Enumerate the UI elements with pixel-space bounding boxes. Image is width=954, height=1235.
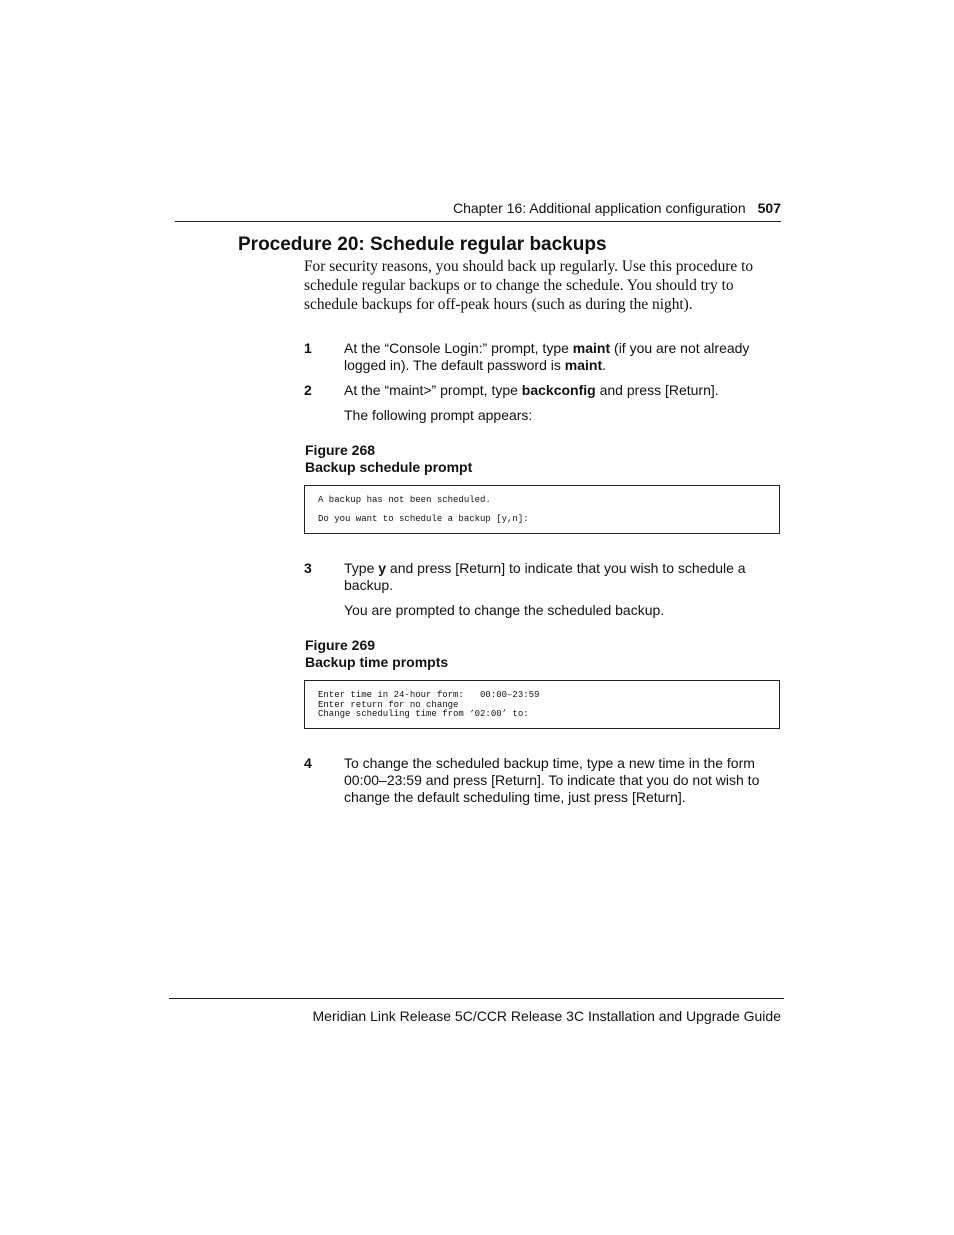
- figure-caption: Backup time prompts: [305, 654, 449, 670]
- command-backconfig: backconfig: [521, 382, 596, 398]
- code-line: Do you want to schedule a backup [y,n]:: [318, 514, 529, 524]
- chapter-title: Chapter 16: Additional application configuration: [452, 200, 746, 216]
- step-number: 3: [304, 560, 312, 576]
- password-maint: maint: [564, 357, 603, 373]
- step-text: At the “maint>” prompt, type backconfig and press [Return].: [344, 382, 719, 398]
- figure-268-label: [305, 442, 472, 476]
- figure-number: Figure 269: [305, 637, 376, 653]
- code-line: Enter time in 24-hour form: 00:00–23:59: [318, 690, 540, 700]
- step-text: To change the scheduled backup time, type a new time in the form 00:00–23:59 and press [Return]. To indicate that you do not wish to change the default scheduling time, just press [Return].: [344, 755, 760, 805]
- key-y: y: [378, 560, 387, 576]
- code-line: A backup has not been scheduled.: [318, 495, 491, 505]
- header-rule: [175, 221, 781, 222]
- step-2-note: The following prompt appears:: [344, 407, 533, 423]
- code-line: Change scheduling time from ‘02:00’ to:: [318, 709, 529, 719]
- running-header: [453, 200, 781, 216]
- step-3-note: You are prompted to change the scheduled backup.: [344, 602, 665, 618]
- procedure-title: Procedure 20: Schedule regular backups: [238, 234, 607, 255]
- step-number: 4: [304, 755, 312, 771]
- code-line: Enter return for no change: [318, 699, 459, 710]
- step-number: 1: [304, 340, 312, 356]
- step-number: 2: [304, 382, 312, 398]
- command-maint: maint: [572, 340, 611, 356]
- running-footer: Meridian Link Release 5C/CCR Release 3C Installation and Upgrade Guide: [312, 1008, 781, 1024]
- figure-269-code: [304, 680, 780, 729]
- figure-number: Figure 268: [305, 442, 376, 458]
- intro-paragraph: For security reasons, you should back up regularly. Use this procedure to schedule regular backups or to change the schedule. You should try to schedule backups for off-peak hours (such as during the night).: [304, 258, 754, 313]
- figure-caption: Backup schedule prompt: [305, 459, 473, 475]
- figure-268-code: [304, 485, 780, 534]
- step-text: Type y and press [Return] to indicate that you wish to schedule a backup.: [344, 560, 746, 593]
- figure-269-label: [305, 637, 448, 671]
- footer-rule: [169, 998, 784, 999]
- page-number: 507: [757, 200, 781, 216]
- step-text: At the “Console Login:” prompt, type maint (if you are not already logged in). The default password is maint.: [344, 340, 750, 373]
